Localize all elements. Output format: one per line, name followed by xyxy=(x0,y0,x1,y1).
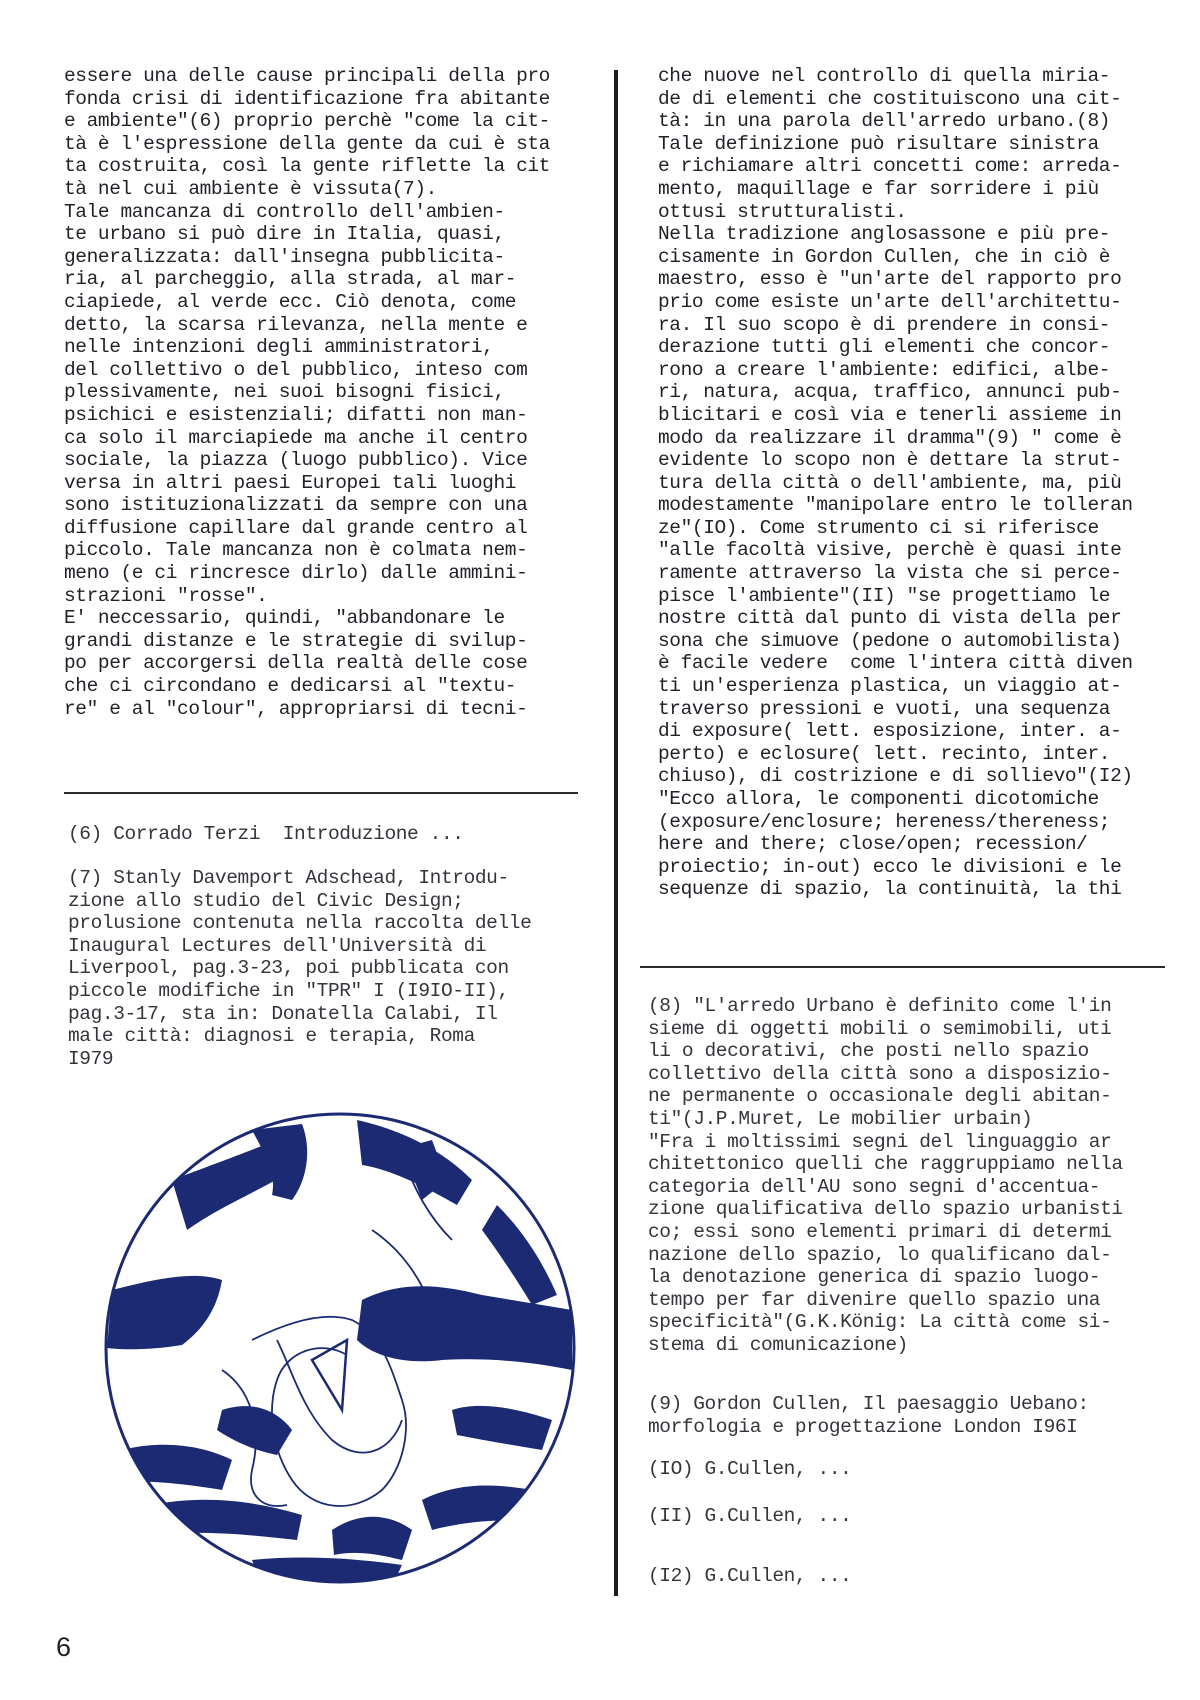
circular-ink-artwork xyxy=(102,1110,578,1586)
footnote-10: (IO) G.Cullen, ... xyxy=(648,1458,852,1480)
footnote-9: (9) Gordon Cullen, Il paesaggio Uebano: morfologia e progettazione London I96I xyxy=(648,1393,1089,1438)
footnote-6: (6) Corrado Terzi Introduzione ... xyxy=(68,823,464,845)
footnote-8: (8) "L'arredo Urbano è definito come l'in sieme di oggetti mobili o semimobili, uti li o decorativi, che posti nello spazio collettivo della città sono a disposizio- ne permanente o occasionale degli abitan- ti"(J.P.Muret, Le mobilier urbain) "Fra i moltissimi segni del linguaggio ar chitettonico quelli che raggruppiamo nella categoria dell'AU sono segni d'accentua- zione qualificativa dello spazio urbanisti co; essi sono elementi primari di determi nazione dello spazio, lo qualificano dal- la denotazione generica di spazio luogo- tempo per far divenire quello spazio una specificità"(G.K.König: La città come si- stema di comunicazione) xyxy=(648,995,1123,1356)
column-divider xyxy=(614,70,618,1596)
footnote-11: (II) G.Cullen, ... xyxy=(648,1505,852,1527)
footnote-7: (7) Stanly Davemport Adschead, Introdu- zione allo studio del Civic Design; prolusione contenuta nella raccolta delle Inaugural Lectures dell'Università di Liverpool, pag.3-23, poi pubblicata con piccole modifiche in "TPR" I (I9IO-II), pag.3-17, sta in: Donatella Calabi, Il male città: diagnosi e terapia, Roma I979 xyxy=(68,867,532,1070)
right-column-body: che nuove nel controllo di quella miria- de di elementi che costituiscono una cit- tà: in una parola dell'arredo urbano.(8) Tale definizione può risultare sinistra e richiamare altri concetti come: arreda- mento, maquillage e far sorridere i più ottusi strutturalisti. Nella tradizione anglosassone e più pre- cisamente in Gordon Cullen, che in ciò è maestro, esso è "un'arte del rapporto pro prio come esiste un'arte dell'architettu- ra. Il suo scopo è di prendere in consi- derazione tutti gli elementi che concor- rono a creare l'ambiente: edifici, albe- ri, natura, acqua, traffico, annunci pub- blicitari e così via e tenerli assieme in modo da realizzare il dramma"(9) " come è evidente lo scopo non è dettare la strut- tura della città o dell'ambiente, ma, più modestamente "manipolare entro le tolleran ze"(IO). Come strumento ci si riferisce "alle facoltà visive, perchè è quasi inte ramente attraverso la vista che si perce- pisce l'ambiente"(II) "se progettiamo le nostre città dal punto di vista della per sona che simuove (pedone o automobilista) è facile vedere come l'intera città diven ti un'esperienza plastica, un viaggio at- traverso pressioni e vuoti, una sequenza di exposure( lett. esposizione, inter. a- perto) e eclosure( lett. recinto, inter. chiuso), di costrizione e di sollievo"(I2) "Ecco allora, le componenti dicotomiche (exposure/enclosure; hereness/thereness; here and there; close/open; recession/ proiectio; in-out) ecco le divisioni e le sequenze di spazio, la continuità, la thi xyxy=(658,65,1133,901)
footnote-rule-right xyxy=(640,966,1165,968)
left-column-body: essere una delle cause principali della pro fonda crisi di identificazione fra abitante e ambiente"(6) proprio perchè "come la cit- tà è l'espressione della gente da cui è sta ta costruita, così la gente riflette la cit tà nel cui ambiente è vissuta(7). Tale mancanza di controllo dell'ambien- te urbano si può dire in Italia, quasi, generalizzata: dall'insegna pubblicita- ria, al parcheggio, alla strada, al mar- ciapiede, al verde ecc. Ciò denota, come detto, la scarsa rilevanza, nella mente e nelle intenzioni degli amministratori, del collettivo o del pubblico, inteso com plessivamente, nei suoi bisogni fisici, psichici e esistenziali; difatti non man- ca solo il marciapiede ma anche il centro sociale, la piazza (luogo pubblico). Vice versa in altri paesi Europei tali luoghi sono istituzionalizzati da sempre con una diffusione capillare dal grande centro al piccolo. Tale mancanza non è colmata nem- meno (e ci rincresce dirlo) dalle ammini- strazioni "rosse". E' neccessario, quindi, "abbandonare le grandi distanze e le strategie di svilup- po per accorgersi della realtà delle cose che ci circondano e dedicarsi al "textu- re" e al "colour", appropriarsi di tecni- xyxy=(64,65,550,720)
page-number: 6 xyxy=(56,1632,72,1662)
footnote-12: (I2) G.Cullen, ... xyxy=(648,1565,852,1587)
footnote-rule-left xyxy=(64,792,578,794)
